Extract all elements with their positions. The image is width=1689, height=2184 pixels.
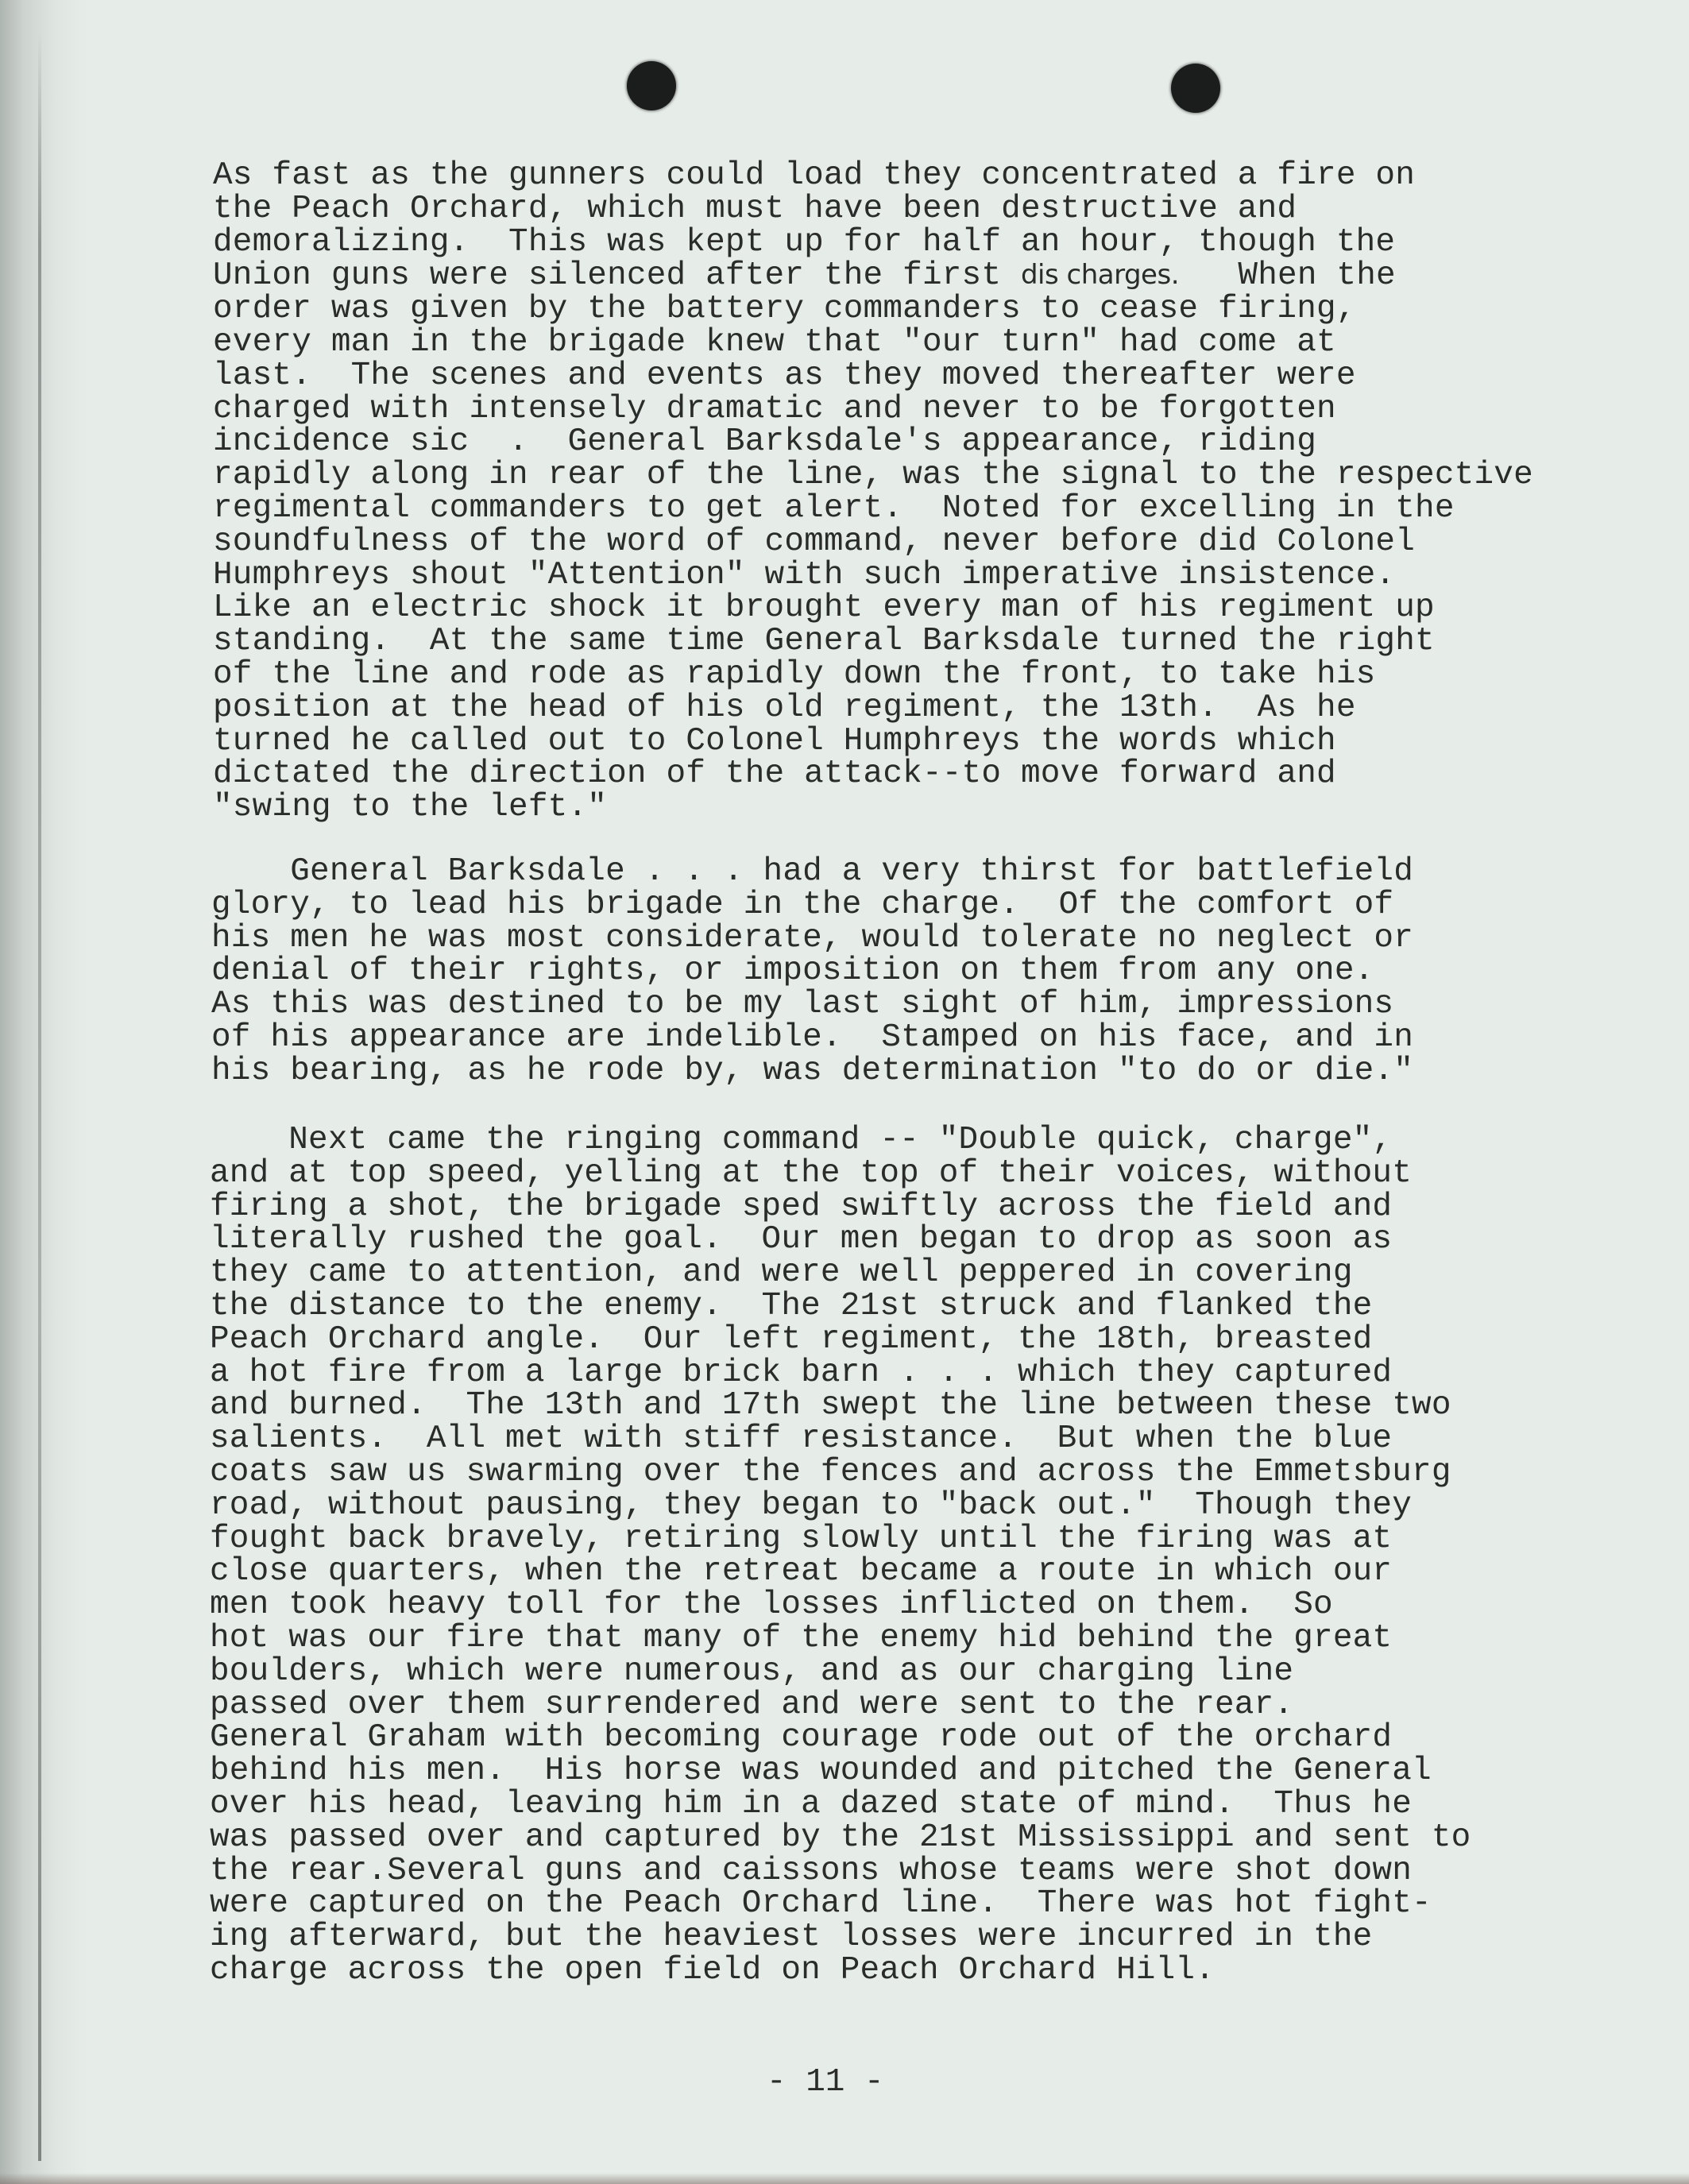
paragraph-2-line: denial of their rights, or imposition on them from any one. — [211, 953, 1374, 990]
paragraph-1-line: soundfulness of the word of command, never before did Colonel — [213, 523, 1416, 560]
paragraph-3-line: were captured on the Peach Orchard line. There was hot fight- — [210, 1885, 1432, 1923]
paragraph-2 — [211, 853, 1562, 1089]
paragraph-1-line: incidence sic . General Barksdale's appearance, riding — [213, 423, 1317, 461]
paragraph-3-line: they came to attention, and were well peppered in covering — [210, 1254, 1353, 1292]
paragraph-3-line: General Graham with becoming courage rode out of the orchard — [210, 1719, 1393, 1757]
paragraph-3-line: firing a shot, the brigade sped swiftly across the field and — [210, 1188, 1393, 1225]
paragraph-3-line: literally rushed the goal. Our men began to drop as soon as — [210, 1221, 1393, 1258]
punch-hole-left — [627, 61, 676, 110]
paragraph-2-line: his bearing, as he rode by, was determination "to do or die." — [211, 1052, 1414, 1089]
binding-crease — [38, 32, 41, 2161]
page-number: - 11 - — [767, 2064, 884, 2101]
paragraph-1-line: turned he called out to Colonel Humphreys the words which — [213, 722, 1336, 760]
punch-hole-right — [1171, 64, 1220, 113]
paragraph-3-line: charge across the open field on Peach Orchard Hill. — [210, 1951, 1216, 1989]
paragraph-3-line: ing afterward, but the heaviest losses were incurred in the — [210, 1919, 1373, 1956]
paragraph-3-line: and at top speed, yelling at the top of their voices, without — [210, 1154, 1413, 1192]
paragraph-3-line: boulders, which were numerous, and as our charging line — [210, 1652, 1294, 1690]
paragraph-3-line: passed over them surrendered and were sent to the rear. — [210, 1686, 1294, 1723]
paragraph-3-line: a hot fire from a large brick barn . . . which they captured — [210, 1354, 1393, 1391]
binding-shadow — [0, 0, 87, 2184]
paragraph-1-line: order was given by the battery commanders to cease firing, — [213, 291, 1356, 328]
paragraph-3-line: the rear.Several guns and caissons whose teams were shot down — [210, 1852, 1413, 1889]
paragraph-3-line: over his head, leaving him in a dazed state of mind. Thus he — [210, 1785, 1413, 1823]
paragraph-3-line: road, without pausing, they began to "back out." Though they — [210, 1486, 1413, 1524]
paragraph-1-line: As fast as the gunners could load they concentrated a fire on — [213, 157, 1416, 194]
paragraph-1-line: the Peach Orchard, which must have been destructive and — [213, 190, 1297, 227]
paragraph-2-line: General Barksdale . . . had a very thirst for battlefield — [211, 853, 1414, 890]
paragraph-1-line-prefix: Union guns were silenced after the first — [213, 257, 1021, 295]
paragraph-3-line: close quarters, when the retreat became a route in which our — [210, 1553, 1393, 1591]
paragraph-2-line: his men he was most considerate, would tolerate no neglect or — [211, 919, 1414, 957]
paragraph-1-line: Humphreys shout "Attention" with such imperative insistence. — [213, 556, 1396, 593]
paragraph-1-line: demoralizing. This was kept up for half an hour, though the — [213, 223, 1396, 261]
paragraph-1-line: rapidly along in rear of the line, was the signal to the respective — [213, 457, 1533, 494]
paragraph-1-line: standing. At the same time General Barksdale turned the right — [213, 623, 1435, 660]
paragraph-1 — [213, 157, 1563, 826]
paragraph-1-line: "swing to the left." — [213, 789, 608, 826]
handwritten-correction: dis charges. — [1020, 259, 1179, 292]
page-bottom-edge — [0, 2173, 1689, 2184]
paragraph-3-line: the distance to the enemy. The 21st struck and flanked the — [210, 1287, 1373, 1324]
paragraph-1-line-suffix: When the — [1179, 257, 1396, 295]
paragraph-1-line: charged with intensely dramatic and never to be forgotten — [213, 390, 1336, 427]
paragraph-3-line: Peach Orchard angle. Our left regiment, the 18th, breasted — [210, 1320, 1373, 1358]
paragraph-3 — [210, 1124, 1560, 1988]
paragraph-3-line: fought back bravely, retiring slowly until the firing was at — [210, 1520, 1393, 1557]
paragraph-1-line: dictated the direction of the attack--to move forward and — [213, 756, 1336, 793]
paragraph-3-line: and burned. The 13th and 17th swept the line between these two — [210, 1387, 1451, 1424]
paragraph-2-line: glory, to lead his brigade in the charge. Of the comfort of — [211, 886, 1394, 923]
paragraph-3-line: hot was our fire that many of the enemy hid behind the great — [210, 1619, 1393, 1656]
paragraph-3-line: behind his men. His horse was wounded and pitched the General — [210, 1753, 1432, 1790]
paragraph-1-line: of the line and rode as rapidly down the front, to take his — [213, 655, 1376, 693]
paragraph-1-line: regimental commanders to get alert. Noted for excelling in the — [213, 489, 1455, 527]
paragraph-1-line: every man in the brigade knew that "our turn" had come at — [213, 323, 1336, 361]
paragraph-1-line: last. The scenes and events as they moved thereafter were — [213, 357, 1356, 394]
paragraph-2-line: of his appearance are indelible. Stamped on his face, and in — [211, 1019, 1414, 1056]
paragraph-3-line: men took heavy toll for the losses inflicted on them. So — [210, 1587, 1333, 1624]
paragraph-3-line: Next came the ringing command -- "Double quick, charge", — [210, 1122, 1393, 1158]
paragraph-1-line: Like an electric shock it brought every man of his regiment up — [213, 589, 1435, 627]
paragraph-3-line: coats saw us swarming over the fences and across the Emmetsburg — [210, 1453, 1451, 1490]
paragraph-2-line: As this was destined to be my last sight of him, impressions — [211, 986, 1394, 1023]
paragraph-1-line: position at the head of his old regiment, the 13th. As he — [213, 689, 1356, 726]
paragraph-3-line: salients. All met with stiff resistance. But when the blue — [210, 1421, 1393, 1458]
paragraph-3-line: was passed over and captured by the 21st Mississippi and sent to — [210, 1819, 1471, 1856]
